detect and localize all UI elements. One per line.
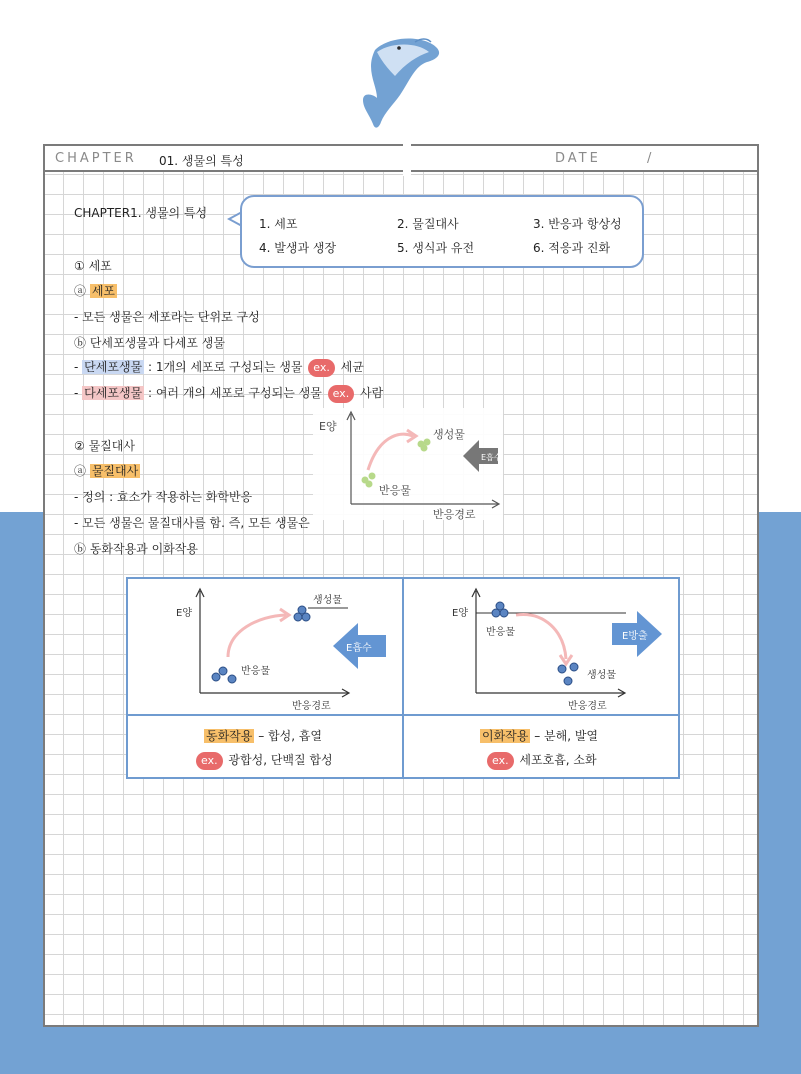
toc-item: 2. 물질대사 bbox=[397, 217, 459, 231]
anabolism-example bbox=[194, 751, 333, 770]
catabolism-ylabel: E양 bbox=[452, 608, 468, 619]
ex-badge: ex. bbox=[328, 385, 355, 403]
header-gap bbox=[403, 142, 411, 176]
term-unicellular: 단세포생물 bbox=[84, 360, 143, 374]
anabolism-desc: – 합성, 흡열 bbox=[254, 729, 323, 743]
mini-arrow-label: E흡수 bbox=[481, 453, 502, 462]
section2-all: - 모든 생물은 물질대사를 함. 즉, 모든 생물은 bbox=[74, 516, 310, 530]
toc-item: 6. 적응과 진화 bbox=[533, 241, 611, 255]
multicellular-example: 사람 bbox=[360, 386, 384, 400]
anabolism-graph bbox=[128, 581, 400, 714]
section2-def: - 정의 : 효소가 작용하는 화학반응 bbox=[74, 490, 253, 504]
energy-release-label: E방출 bbox=[622, 631, 648, 642]
page-header bbox=[45, 146, 757, 172]
energy-absorb-label: E흡수 bbox=[346, 643, 372, 654]
section1-a-desc: - 모든 생물은 세포라는 단위로 구성 bbox=[74, 310, 260, 324]
unicellular-example: 세균 bbox=[340, 360, 364, 374]
catabolism-desc: – 분해, 발열 bbox=[530, 729, 599, 743]
toc-item: 5. 생식과 유전 bbox=[397, 241, 475, 255]
section1-title: ① 세포 bbox=[74, 259, 112, 273]
divider-horizontal bbox=[128, 714, 678, 716]
ex-badge: ex. bbox=[196, 752, 223, 770]
catabolism-example-text: 세포호흡, 소화 bbox=[519, 753, 597, 767]
catabolism-graph bbox=[404, 581, 676, 714]
toc-item: 4. 발생과 생장 bbox=[259, 241, 337, 255]
unicellular-desc: : 1개의 세포로 구성되는 생물 bbox=[147, 360, 303, 374]
term-anabolism: 동화작용 bbox=[206, 729, 253, 743]
unicellular-line bbox=[74, 358, 364, 377]
dash: - bbox=[74, 386, 79, 400]
toc-item: 1. 세포 bbox=[259, 217, 298, 231]
multicellular-line bbox=[74, 384, 383, 403]
catabolism-product: 생성물 bbox=[587, 670, 616, 681]
ex-badge: ex. bbox=[308, 359, 335, 377]
mini-product: 생성물 bbox=[433, 428, 465, 441]
anabolism-example-text: 광합성, 단백질 합성 bbox=[228, 753, 333, 767]
toc-bubble bbox=[240, 195, 644, 268]
anabolism-caption bbox=[204, 727, 322, 744]
section1-b-title: ⓑ 단세포생물과 다세포 생물 bbox=[74, 336, 225, 350]
mini-ylabel: E양 bbox=[319, 420, 337, 433]
multicellular-desc: : 여러 개의 세포로 구성되는 생물 bbox=[147, 386, 322, 400]
catabolism-caption bbox=[480, 727, 598, 744]
anabolism-catabolism-diagram bbox=[126, 577, 680, 779]
anabolism-reactant: 반응물 bbox=[241, 666, 270, 677]
mini-xlabel: 반응경로 bbox=[433, 508, 476, 520]
section2-a bbox=[74, 462, 140, 479]
anabolism-product: 생성물 bbox=[313, 595, 342, 606]
catabolism-example bbox=[485, 751, 597, 770]
term-metabolism: 물질대사 bbox=[91, 464, 139, 478]
anabolism-xlabel: 반응경로 bbox=[292, 701, 331, 712]
whale-icon bbox=[355, 30, 445, 135]
catabolism-xlabel: 반응경로 bbox=[568, 701, 607, 712]
section2-title: ② 물질대사 bbox=[74, 439, 135, 453]
date-slash: / bbox=[647, 151, 652, 166]
catabolism-reactant: 반응물 bbox=[486, 627, 515, 638]
page-heading: CHAPTER1. 생물의 특성 bbox=[74, 206, 208, 220]
anabolism-ylabel: E양 bbox=[176, 608, 192, 619]
date-label: DATE bbox=[555, 151, 601, 166]
chapter-title: 01. 생물의 특성 bbox=[159, 154, 244, 168]
term-catabolism: 이화작용 bbox=[482, 729, 529, 743]
section1-a bbox=[74, 282, 117, 299]
term-cell: 세포 bbox=[91, 284, 116, 298]
notebook-page bbox=[43, 144, 759, 1027]
section2-b-title: ⓑ 동화작용과 이화작용 bbox=[74, 542, 198, 556]
mini-reactant: 반응물 bbox=[379, 484, 411, 497]
ex-badge: ex. bbox=[487, 752, 514, 770]
dash: - bbox=[74, 360, 79, 374]
bullet-a: ⓐ bbox=[74, 284, 87, 298]
term-multicellular: 다세포생물 bbox=[84, 386, 143, 400]
bullet-a: ⓐ bbox=[74, 464, 87, 478]
toc-item: 3. 반응과 항상성 bbox=[533, 217, 622, 231]
mini-energy-graph bbox=[313, 408, 503, 520]
chapter-label: CHAPTER bbox=[55, 151, 137, 166]
